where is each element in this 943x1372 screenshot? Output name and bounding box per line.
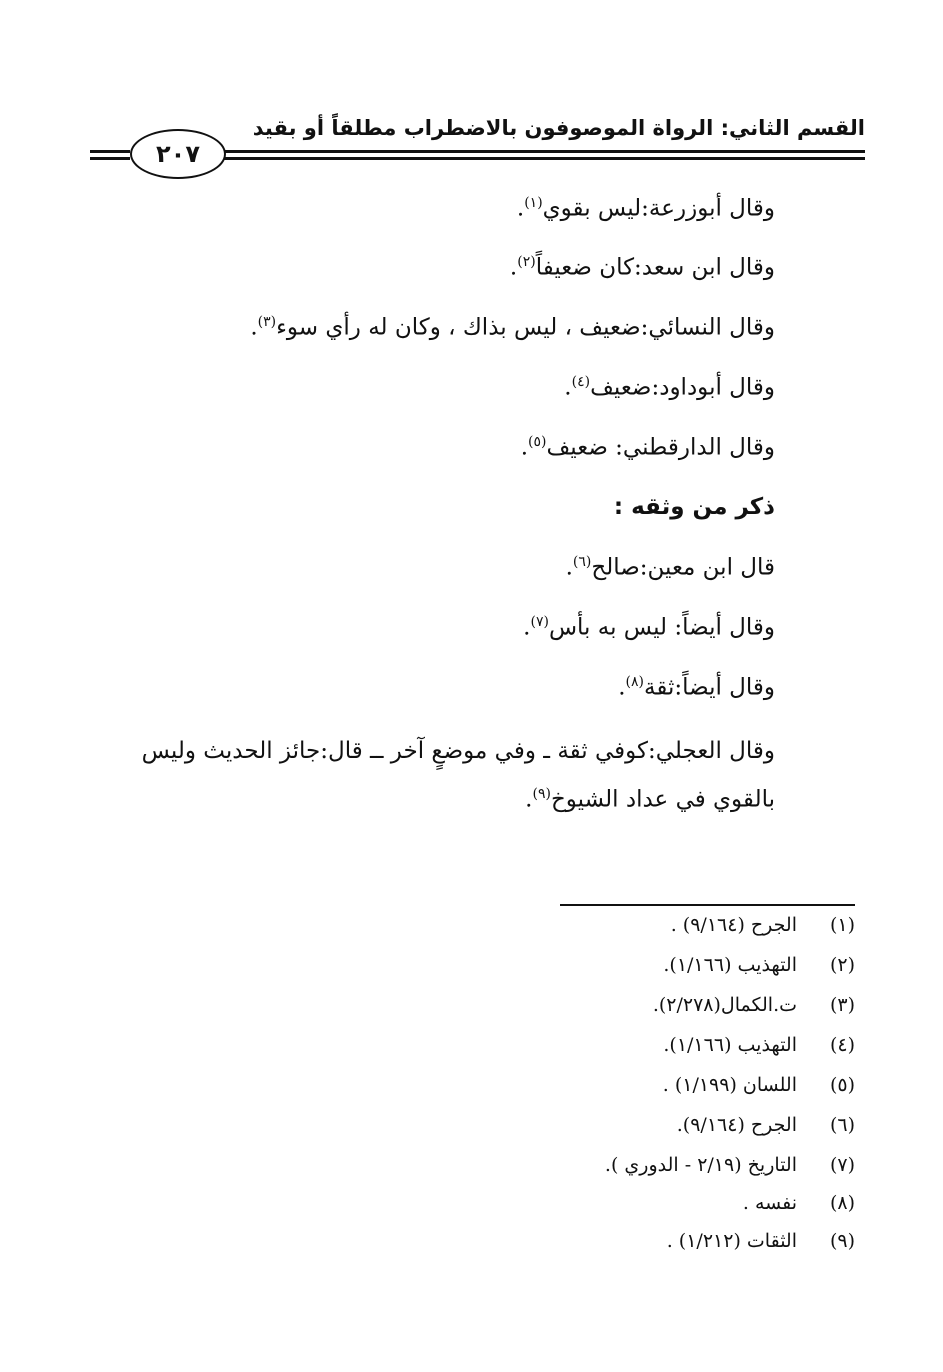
text-line: وقال الدارقطني: ضعيف$^{(٥)}$.	[520, 434, 775, 461]
footnote: (٥)اللسان (١/١٩٩) .	[662, 1074, 855, 1096]
header-rule-left-bottom	[90, 157, 130, 160]
footnote: (٦)الجرح (٩/١٦٤).	[676, 1114, 855, 1136]
text-line: وقال العجلي:كوفي ثقة ـ وفي موضعٍ آخر ــ قال:جائز الحديث وليس	[141, 738, 775, 764]
header-rule-top	[222, 150, 865, 153]
footnote: (٧)التاريخ (٢/١٩ - الدوري ).	[604, 1154, 855, 1176]
header-rule-left-top	[90, 150, 130, 153]
text-line: وقال أبوزرعة:ليس بقوي$^{(١)}$.	[516, 195, 775, 222]
footnote: (٨)نفسه .	[742, 1192, 855, 1214]
text-line: بالقوي في عداد الشيوخ$^{(٩)}$.	[525, 786, 775, 813]
text-line: وقال أيضاً:ثقة$^{(٨)}$.	[618, 674, 775, 701]
text-line: قال ابن معين:صالح$^{(٦)}$.	[565, 554, 775, 581]
text-line: وقال أيضاً: ليس به بأس$^{(٧)}$.	[523, 614, 775, 641]
text-line: وقال النسائي:ضعيف ، ليس بذاك ، وكان له رأي سوء$^{(٣)}$.	[250, 314, 775, 341]
footnote-separator	[560, 904, 855, 906]
running-title: القسم الثاني: الرواة الموصوفون بالاضطراب مطلقاً أو بقيد	[252, 116, 865, 140]
footnote: (٢)التهذيب (١/١٦٦).	[663, 954, 855, 976]
page-number: ٢٠٧	[130, 129, 226, 179]
footnote: (١)الجرح (٩/١٦٤) .	[670, 914, 855, 936]
footnote: (٣)ت.الكمال(٢/٢٧٨).	[652, 994, 855, 1016]
text-line: وقال أبوداود:ضعيف$^{(٤)}$.	[564, 374, 775, 401]
page-header	[90, 112, 865, 184]
footnote: (٤)التهذيب (١/١٦٦).	[663, 1034, 855, 1056]
section-heading: ذكر من وثقه :	[613, 494, 775, 520]
text-line: وقال ابن سعد:كان ضعيفاً$^{(٢)}$.	[509, 254, 775, 281]
footnote: (٩)الثقات (١/٢١٢) .	[666, 1230, 855, 1252]
header-rule-bottom	[222, 157, 865, 160]
